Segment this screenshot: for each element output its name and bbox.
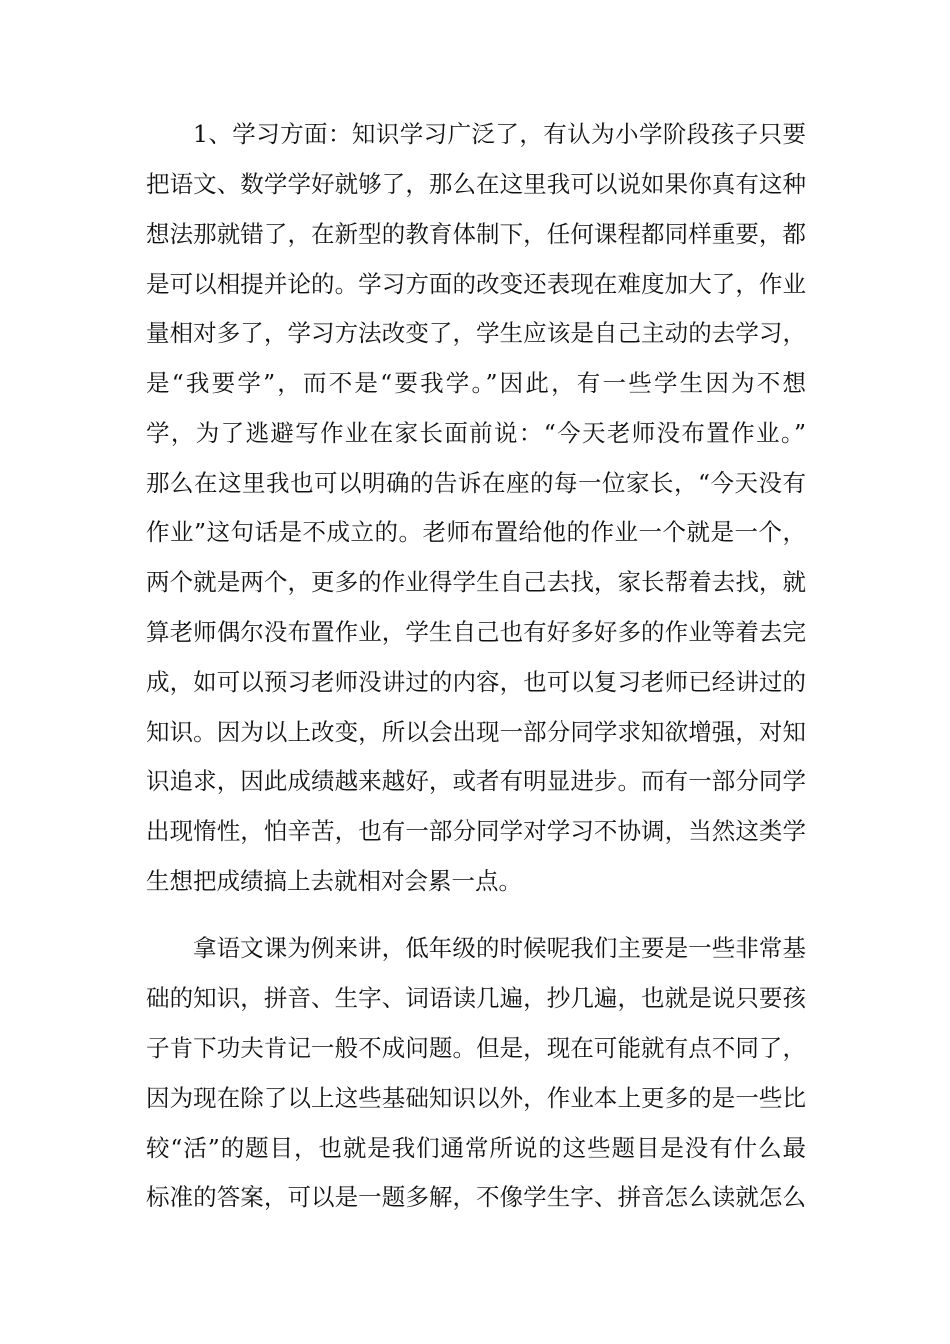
- text-line: 生想把成绩搞上去就相对会累一点。: [146, 867, 522, 895]
- text-line: 因为现在除了以上这些基础知识以外，作业本上更多的是一些比: [146, 1084, 806, 1112]
- text-line: 成，如可以预习老师没讲过的内容，也可以复习老师已经讲过的: [146, 668, 806, 696]
- text-line: 拿语文课为例来讲，低年级的时候呢我们主要是一些非常基: [193, 934, 806, 962]
- text-line: 算老师偶尔没布置作业，学生自己也有好多好多的作业等着去完: [146, 618, 806, 646]
- text-line: 知识。因为以上改变，所以会出现一部分同学求知欲增强，对知: [146, 718, 806, 746]
- text-line: 想法那就错了，在新型的教育体制下，任何课程都同样重要，都: [146, 220, 806, 248]
- text-line: 两个就是两个，更多的作业得学生自己去找，家长帮着去找，就: [146, 568, 806, 596]
- text-line: 识追求，因此成绩越来越好，或者有明显进步。而有一部分同学: [146, 767, 806, 795]
- text-line: 把语文、数学学好就够了，那么在这里我可以说如果你真有这种: [146, 170, 806, 198]
- text-line: 是可以相提并论的。学习方面的改变还表现在难度加大了，作业: [146, 270, 806, 298]
- text-line: 学，为了逃避写作业在家长面前说：“今天老师没布置作业。”: [146, 419, 806, 447]
- text-line: 量相对多了，学习方法改变了，学生应该是自己主动的去学习，: [146, 319, 806, 347]
- text-line: 1、学习方面：知识学习广泛了，有认为小学阶段孩子只要: [193, 120, 806, 148]
- text-line: 较“活”的题目，也就是我们通常所说的这些题目是没有什么最: [146, 1134, 806, 1162]
- text-line: 出现惰性，怕辛苦，也有一部分同学对学习不协调，当然这类学: [146, 817, 806, 845]
- text-line: 础的知识，拼音、生字、词语读几遍，抄几遍，也就是说只要孩: [146, 984, 806, 1012]
- text-line: 是“我要学”，而不是“要我学。”因此，有一些学生因为不想: [146, 369, 806, 397]
- text-line: 子肯下功夫肯记一般不成问题。但是，现在可能就有点不同了，: [146, 1034, 806, 1062]
- text-line: 那么在这里我也可以明确的告诉在座的每一位家长，“今天没有: [146, 469, 806, 497]
- text-line: 标准的答案，可以是一题多解，不像学生字、拼音怎么读就怎么: [146, 1183, 806, 1211]
- text-line: 作业”这句话是不成立的。老师布置给他的作业一个就是一个，: [146, 518, 806, 546]
